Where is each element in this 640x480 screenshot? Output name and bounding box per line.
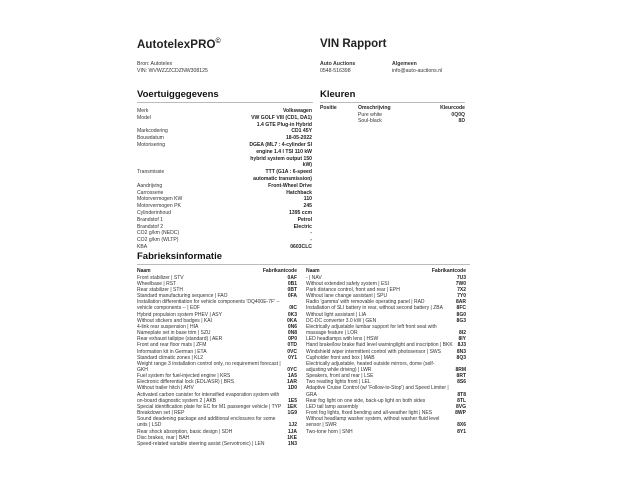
factory-name: Rear exhaust tailpipe (standard) | AER <box>137 336 223 343</box>
vehicle-row <box>137 108 312 115</box>
factory-name: Weight range 3 installation control only, no requirement forecast | GKH <box>137 360 281 373</box>
factory-name: Hybrid propulsion system PHEV | ASY <box>137 311 222 318</box>
factory-code: 0N8 <box>287 330 297 337</box>
factory-code: 1AR <box>286 379 297 386</box>
factory-name: Speakers, front and rear | LSE <box>306 373 374 380</box>
factory-row <box>137 299 297 311</box>
vehicle-value: 245 <box>303 203 312 210</box>
factory-code: 8IY <box>458 336 466 343</box>
vehicle-heading: Voertuiggegevens <box>137 89 219 100</box>
factory-code: 0B1 <box>287 280 297 287</box>
factory-code: 8VG <box>455 403 466 410</box>
factory-code: 0P0 <box>288 336 297 343</box>
factory-name: Installation differentiation for vehicle components 'DQ400E-7F' -- vehicle components -- | EDF <box>137 299 280 312</box>
factory-name: Windshield wiper intermittent control with photosensor | SWS <box>306 348 441 355</box>
factory-name: Fuel system for fuel-injected engine | KRS <box>137 373 231 380</box>
vehicle-label: Motorvermogen KW <box>137 196 183 203</box>
factory-code: 1KE <box>287 434 297 441</box>
color-description: Soul-black <box>358 118 382 125</box>
factory-name: DC-DC converter 3.0 kW | GEN <box>306 317 377 324</box>
col-position: Positie <box>320 105 337 111</box>
vehicle-row <box>137 244 312 251</box>
factory-code: 0KA <box>286 317 297 324</box>
factory-code: 0YC <box>287 367 297 373</box>
factory-name: Standard climatic zones | KL2 <box>137 354 204 361</box>
vehicle-label: Carrosserie <box>137 189 164 196</box>
color-code: 8D <box>458 118 465 125</box>
factory-row <box>306 416 466 428</box>
factory-name: Without stickers and badges | KAI <box>137 317 212 324</box>
factory-name: Information kit in German | ETA <box>137 348 207 355</box>
vehicle-value: 1395 ccm <box>289 209 312 216</box>
col-code: Fabrikantcode <box>262 268 297 274</box>
factory-name: Standard manufacturing sequence | FAO <box>137 293 228 300</box>
factory-code: 0TD <box>287 342 297 349</box>
factory-code: 8TL <box>457 397 466 404</box>
factory-name: Breakdown set | REP <box>137 410 185 417</box>
factory-row <box>306 385 466 397</box>
vehicle-row <box>137 210 312 217</box>
factory-name: Disc brakes, rear | BAH <box>137 434 190 441</box>
factory-row <box>306 361 466 373</box>
vehicle-value: 18-05-2022 <box>285 135 312 142</box>
vehicle-row <box>137 196 312 203</box>
general-label: Algemeen <box>392 61 417 67</box>
col-code: Kleurcode <box>440 105 465 111</box>
colors-table <box>320 105 465 125</box>
vehicle-value: 0603CLC <box>290 243 312 250</box>
factory-code: 7X2 <box>457 286 466 293</box>
factory-column-right <box>306 268 466 435</box>
factory-name: LED headlamps with lens | HSW <box>306 336 379 343</box>
vehicle-row <box>137 190 312 197</box>
factory-name: Radio 'gamma' with removable operating panel | RAD <box>306 299 425 306</box>
factory-code: 7W0 <box>455 280 466 287</box>
vehicle-label: Merk <box>137 108 149 114</box>
factory-code: 0VC <box>287 348 297 355</box>
vehicle-value: - <box>310 230 312 237</box>
copyright-mark: © <box>215 38 221 45</box>
factory-code: 0Y1 <box>288 354 297 361</box>
factory-code: 8I2 <box>459 330 466 337</box>
vehicle-label: Bouwdatum <box>137 135 164 142</box>
vehicle-row <box>137 169 312 183</box>
factory-name: Front and rear floor mats | ZFM <box>137 342 207 349</box>
factory-divider <box>137 264 470 265</box>
factory-code: 7Y0 <box>457 293 466 300</box>
factory-name: Nameplate set in base trim | SZU <box>137 330 211 337</box>
vehicle-value: DGEA (ML7 : 4-cylinder SI engine 1.4 l TSI 110 kW hybrid system output 150 kW) <box>249 141 312 169</box>
vehicle-row <box>137 142 312 169</box>
vehicle-label: Markcodering <box>137 128 168 135</box>
brand-logo: AutotelexPRO© <box>137 38 221 51</box>
col-description: Omschrijving <box>358 105 391 111</box>
vehicle-row <box>137 183 312 190</box>
vehicle-row <box>137 217 312 224</box>
color-row <box>320 112 465 119</box>
factory-heading: Fabrieksinformatie <box>137 251 222 262</box>
vehicle-row <box>137 115 312 129</box>
factory-code: 8G3 <box>456 317 466 324</box>
vehicle-row <box>137 224 312 231</box>
dealer-phone: 0548-516398 <box>320 68 351 74</box>
factory-name: Without headlamp washer system, without washer fluid level sensor | SWR <box>306 416 440 429</box>
factory-name: Speed-related variable steering assist (Servotronic) | LEN <box>137 440 265 447</box>
vehicle-label: Transmissie <box>137 169 165 176</box>
factory-row <box>306 324 466 336</box>
factory-name: Without trailer hitch | AHV <box>137 385 194 392</box>
vehicle-row <box>137 203 312 210</box>
factory-name: Without extended safety system | ESI <box>306 280 390 287</box>
vehicle-value: Electric <box>293 223 312 230</box>
factory-name: Electronic differential lock (EDL/ASR) | BRS <box>137 379 235 386</box>
factory-name: Rear fog light on one side, back-up light on both sides <box>306 397 426 404</box>
factory-name: Sound deadening package and additional enclosures for some units | LSD <box>137 416 276 429</box>
factory-name: - | NAV <box>306 274 322 281</box>
vehicle-label: CO2 g/km (WLTP) <box>137 237 179 244</box>
factory-code: 1J2 <box>288 422 297 429</box>
color-row <box>320 118 465 125</box>
factory-code: 0BT <box>287 286 297 293</box>
factory-code: 1N3 <box>287 440 297 447</box>
factory-name: Electrically adjustable lumbar support for left front seat with massage feature | LOR <box>306 323 437 337</box>
color-description: Pure white <box>358 111 383 118</box>
factory-name: Front fog lights, fixed bending and all-weather light | NES <box>306 410 433 417</box>
factory-name: Without lane change assistant | SPU <box>306 293 388 300</box>
colors-divider <box>320 102 465 103</box>
factory-name: Front stabilizer | STV <box>137 274 184 281</box>
vin-label: VIN: WVWZZZCDZNW308125 <box>137 68 208 74</box>
factory-code: 8Q3 <box>456 354 466 361</box>
colors-header-row <box>320 105 465 112</box>
col-name: Naam <box>306 268 320 274</box>
vehicle-row <box>137 135 312 142</box>
factory-code: 0N6 <box>287 323 297 330</box>
factory-code: 8T8 <box>457 391 466 398</box>
factory-name: Cupholder front and box | MAB <box>306 354 375 361</box>
factory-name: Without light assistant | LIA <box>306 311 367 318</box>
factory-name: 4-link rear suspension | HIA <box>137 323 199 330</box>
vehicle-value: Petrol <box>297 216 312 223</box>
color-code: 0Q0Q <box>451 111 465 118</box>
factory-code: 1EK <box>287 403 297 410</box>
vehicle-value: Volkswagen <box>282 108 312 114</box>
vehicle-label: CO2 g/km (NEDC) <box>137 230 180 237</box>
colors-heading: Kleuren <box>320 89 356 100</box>
vehicle-value: CD1 45Y <box>291 128 312 135</box>
vehicle-label: Brandstof 1 <box>137 216 164 223</box>
factory-name: Installation of SLI battery in rear, without second battery | ZBA <box>306 305 443 312</box>
factory-name: Two reading lights front | LEL <box>306 379 371 386</box>
factory-name: Two-tone horn | SNH <box>306 428 353 435</box>
dealer-email[interactable]: info@auto-auctions.nl <box>392 68 443 74</box>
vehicle-row <box>137 128 312 135</box>
report-title: VIN Rapport <box>320 38 387 50</box>
vehicle-value: - <box>310 237 312 244</box>
factory-code: 8Y1 <box>457 428 466 435</box>
factory-code: 0AF <box>287 274 297 281</box>
factory-code: 1A5 <box>287 373 297 380</box>
factory-row <box>137 392 297 404</box>
factory-code: 8X6 <box>457 422 466 429</box>
factory-code: 8G0 <box>456 311 466 318</box>
factory-code: 1E5 <box>288 397 297 404</box>
factory-name: Electrically adjustable, heated outside mirrors, dome (self-adjusting while driving) | LWR <box>306 360 435 373</box>
factory-name: Wheelbase | RST <box>137 280 177 287</box>
vehicle-divider <box>137 102 313 103</box>
factory-code: 8FC <box>456 305 466 312</box>
factory-code: 8WP <box>455 410 466 417</box>
vehicle-value: VW GOLF VIII (CD1, DA1) 1.4 GTE Plug-in Hybrid <box>251 114 312 128</box>
factory-code: 0FA <box>287 293 297 300</box>
factory-name: Rear stabilizer | STH <box>137 286 184 293</box>
vehicle-label: KBA <box>137 243 148 250</box>
vehicle-label: Motorisering <box>137 141 166 148</box>
source-info <box>137 61 208 75</box>
factory-name: LED tail lamp assembly <box>306 403 359 410</box>
contact-info <box>320 61 470 75</box>
factory-code: 0K3 <box>287 311 297 318</box>
factory-name: Special identification plate for EC for M1 passenger vehicle | TYP <box>137 403 282 410</box>
factory-code: 0IC <box>289 305 297 312</box>
vehicle-value: 110 <box>303 196 312 203</box>
col-name: Naam <box>137 268 151 274</box>
factory-row <box>137 361 297 373</box>
factory-code: 7U3 <box>456 274 466 281</box>
factory-name: Adaptive Cruise Control (w/ 'Follow-to-Stop') and Speed Limiter | GRA <box>306 385 449 398</box>
vehicle-label: Motorvermogen PK <box>137 203 181 210</box>
factory-header-row <box>137 268 297 274</box>
factory-code: 8N3 <box>456 348 466 355</box>
factory-row <box>306 429 466 435</box>
vehicle-label: Brandstof 2 <box>137 223 164 230</box>
factory-header-row <box>306 268 466 274</box>
factory-row <box>137 416 297 428</box>
vehicle-value: Hatchback <box>286 189 312 196</box>
factory-code: 8AR <box>455 299 466 306</box>
vehicle-value: TTT (G1A : 6-speed automatic transmission) <box>253 169 312 182</box>
vehicle-label: Cylinderinhoud <box>137 209 171 216</box>
factory-code: 8S6 <box>457 379 466 386</box>
source-label: Bron: Autotelex <box>137 61 173 67</box>
factory-row <box>137 441 297 447</box>
vehicle-row <box>137 230 312 237</box>
factory-code: 1JA <box>287 428 297 435</box>
vehicle-table <box>137 108 312 251</box>
factory-code: 8J3 <box>457 342 466 349</box>
vehicle-row <box>137 237 312 244</box>
factory-name: Hand brake/low brake fluid level warninglight and inscription | BKK <box>306 342 453 349</box>
factory-code: 8RT <box>456 373 466 380</box>
factory-code: 1D0 <box>287 385 297 392</box>
factory-code: 1G9 <box>287 410 297 417</box>
factory-code: 8RM <box>455 367 466 373</box>
dealer-name: Auto Auctions <box>320 61 356 67</box>
col-code: Fabrikantcode <box>431 268 466 274</box>
factory-name: Activated carbon canister for intensified evaporation system with on-board diagnostic system 2 | AKB <box>137 391 280 404</box>
factory-column-left <box>137 268 297 447</box>
vehicle-label: Aandrijving <box>137 182 163 189</box>
vehicle-value: Front-Wheel Drive <box>268 182 312 189</box>
vehicle-label: Model <box>137 114 151 121</box>
factory-name: Park distance control, front and rear | EPH <box>306 286 400 293</box>
factory-name: Rear shock absorption, basic design | SDH <box>137 428 233 435</box>
